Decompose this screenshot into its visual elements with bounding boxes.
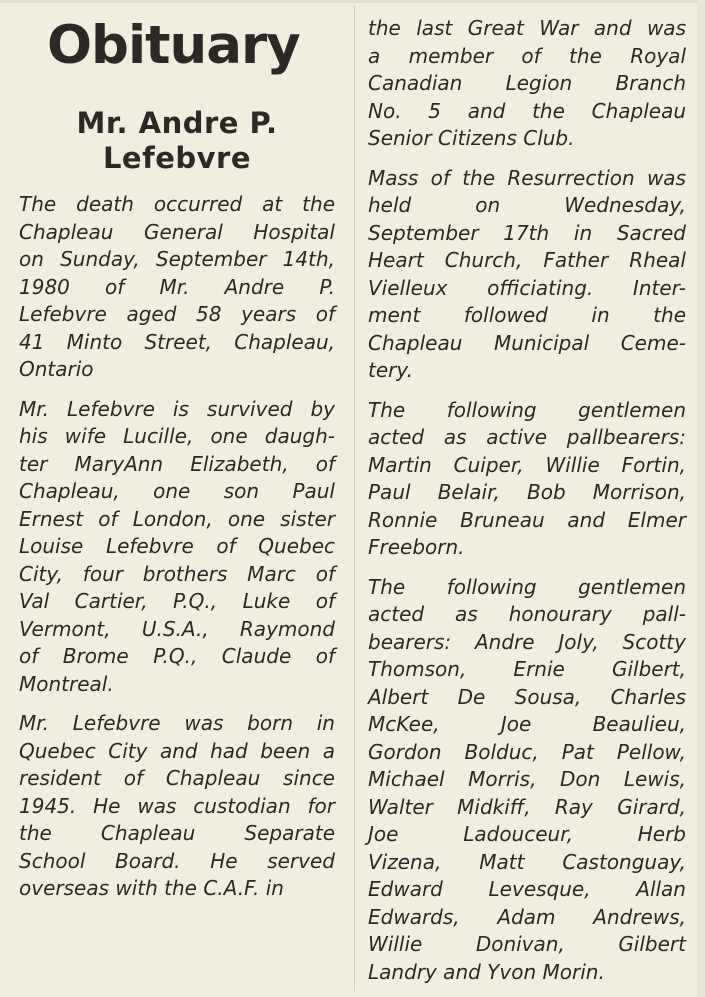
text-line: Freeborn. xyxy=(368,535,465,559)
text-line: Walter Midkiff, Ray Girard, xyxy=(368,794,686,819)
paper-right-edge xyxy=(697,0,705,997)
text-line: Chapleau Municipal Ceme- xyxy=(368,330,686,355)
text-line: Paul Belair, Bob Morrison, xyxy=(368,480,686,504)
text-line: The following gentlemen xyxy=(368,397,686,422)
name-line-2: Lefebvre xyxy=(102,141,252,175)
text-line: 1980 of Mr. Andre P. xyxy=(19,274,335,299)
text-line: Montreal. xyxy=(19,671,114,696)
text-line: Edwards, Adam Andrews, xyxy=(368,904,686,929)
text-line: Chapleau General Hospital xyxy=(19,219,335,244)
text-line: Chapleau, one son Paul xyxy=(19,479,335,503)
text-line: acted as active pallbearers: xyxy=(368,425,686,449)
text-line: No. 5 and the Chapleau xyxy=(368,98,686,123)
left-paragraph-1 xyxy=(19,191,335,384)
right-paragraph-1 xyxy=(368,15,686,153)
right-column xyxy=(368,0,686,997)
text-line: a member of the Royal xyxy=(368,43,686,68)
text-line: tery. xyxy=(368,358,414,382)
text-line: Michael Morris, Don Lewis, xyxy=(368,767,686,791)
text-line: the last Great War and was xyxy=(368,16,686,40)
text-line: Vizena, Matt Castonguay, xyxy=(368,849,686,874)
text-line: Heart Church, Father Rheal xyxy=(368,248,686,272)
text-line: Gordon Bolduc, Pat Pellow, xyxy=(368,739,686,764)
text-line: City, four brothers Marc of xyxy=(19,561,335,586)
text-line: his wife Lucille, one daugh- xyxy=(19,424,335,448)
text-line: McKee, Joe Beaulieu, xyxy=(368,712,686,736)
right-paragraph-4 xyxy=(368,574,686,987)
text-line: Willie Donivan, Gilbert xyxy=(368,932,686,956)
text-line: The following gentlemen xyxy=(368,574,686,599)
text-line: Ontario xyxy=(19,357,94,381)
deceased-name xyxy=(19,106,335,176)
text-line: The death occurred at the xyxy=(19,192,335,216)
text-line: Edward Levesque, Allan xyxy=(368,877,686,901)
text-line: held on Wednesday, xyxy=(368,193,686,217)
text-line: Quebec City and had been a xyxy=(19,738,335,763)
text-line: resident of Chapleau since xyxy=(19,766,335,790)
text-line: Val Cartier, P.Q., Luke of xyxy=(19,589,335,613)
right-body xyxy=(368,15,686,986)
text-line: the Chapleau Separate xyxy=(19,821,335,845)
text-line: Mass of the Resurrection was xyxy=(368,165,686,190)
text-line: Mr. Lefebvre was born in xyxy=(19,711,335,735)
left-paragraph-3 xyxy=(19,710,335,903)
text-line: September 17th in Sacred xyxy=(368,220,686,245)
text-line: acted as honourary pall- xyxy=(368,602,686,626)
text-line: ment followed in the xyxy=(368,303,686,327)
text-line: bearers: Andre Joly, Scotty xyxy=(368,629,686,654)
text-line: Louise Lefebvre of Quebec xyxy=(19,534,335,558)
text-line: Vielleux officiating. Inter- xyxy=(368,275,686,300)
text-line: Vermont, U.S.A., Raymond xyxy=(19,616,335,641)
text-line: Ronnie Bruneau and Elmer xyxy=(368,507,686,532)
name-line-1: Mr. Andre P. xyxy=(76,106,278,140)
text-line: Martin Cuiper, Willie Fortin, xyxy=(368,452,686,477)
text-line: Senior Citizens Club. xyxy=(368,126,575,150)
text-line: Lefebvre aged 58 years of xyxy=(19,302,335,326)
right-paragraph-3 xyxy=(368,397,686,562)
text-line: overseas with the C.A.F. in xyxy=(19,876,284,900)
column-divider xyxy=(354,6,355,991)
left-paragraph-2 xyxy=(19,396,335,699)
text-line: Ernest of London, one sister xyxy=(19,506,335,531)
text-line: 41 Minto Street, Chapleau, xyxy=(19,329,335,354)
left-body xyxy=(19,191,335,903)
text-line: School Board. He served xyxy=(19,848,335,873)
text-line: Joe Ladouceur, Herb xyxy=(368,822,686,846)
text-line: 1945. He was custodian for xyxy=(19,793,335,818)
right-paragraph-2 xyxy=(368,165,686,385)
text-line: of Brome P.Q., Claude of xyxy=(19,644,335,668)
text-line: Thomson, Ernie Gilbert, xyxy=(368,657,686,681)
text-line: Landry and Yvon Morin. xyxy=(368,959,605,984)
left-column xyxy=(19,0,335,915)
text-line: ter MaryAnn Elizabeth, of xyxy=(19,451,335,476)
text-line: on Sunday, September 14th, xyxy=(19,247,335,271)
text-line: Canadian Legion Branch xyxy=(368,71,686,95)
text-line: Mr. Lefebvre is survived by xyxy=(19,396,335,421)
obituary-heading: Obituary xyxy=(47,15,300,76)
text-line: Albert De Sousa, Charles xyxy=(368,684,686,709)
